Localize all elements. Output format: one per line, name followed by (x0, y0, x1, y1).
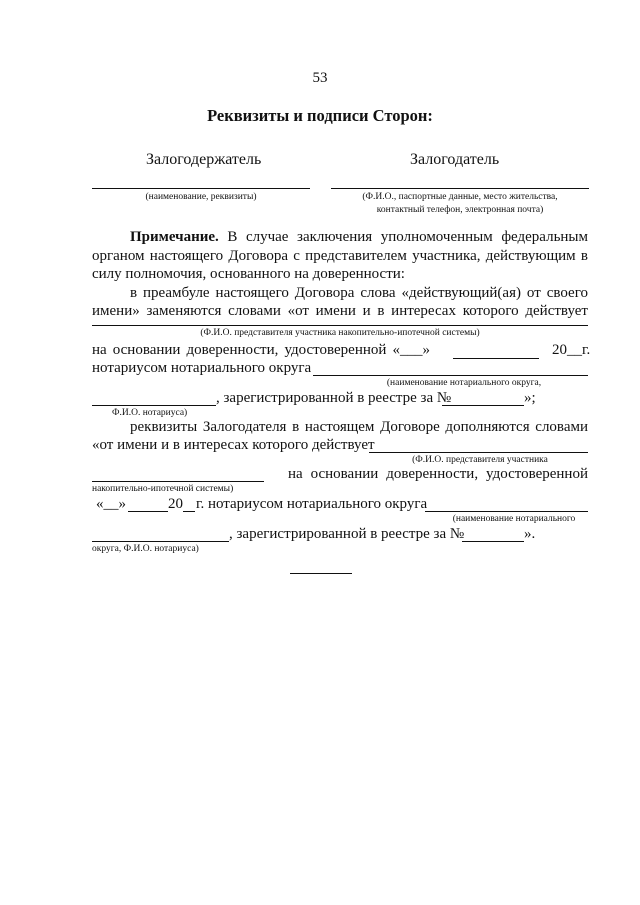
requisites-notary-label: г. нотариусом нотариального округа (196, 496, 428, 512)
requisites-rep-caption-2: накопительно-ипотечной системы) (92, 484, 234, 494)
pledgor-label: Залогодатель (410, 151, 500, 168)
notary-district-caption: (наименование нотариального округа, (386, 378, 542, 388)
poa-line: на основании доверенности, удостоверенной «___» (92, 342, 430, 358)
requisites-registry-end: ». (524, 526, 536, 542)
representative-caption: (Ф.И.О. представителя участника накопительно-ипотечной системы) (200, 328, 480, 338)
pledgor-caption-line1: (Ф.И.О., паспортные данные, место жительства, (362, 192, 558, 202)
note-line-3: силу полномочия, основанного на доверенности: (92, 266, 405, 282)
preamble-line-1: в преамбуле настоящего Договора слова «действующий(ая) от своего (130, 285, 588, 301)
pledgor-caption-line2: контактный телефон, электронная почта) (376, 205, 544, 215)
requisites-month-line (128, 511, 168, 512)
pledgee-label: Залогодержатель (146, 151, 262, 168)
notary-district-line (313, 375, 588, 376)
section-title: Реквизиты и подписи Сторон: (207, 106, 433, 125)
requisites-rep-line (369, 452, 588, 453)
requisites-date-open: «__» (96, 496, 126, 512)
requisites-registry-number-line (462, 541, 524, 542)
registry-label: , зарегистрированной в реестре за № (216, 390, 452, 406)
notary-name-line (92, 405, 216, 406)
poa-year: 20__г. (552, 342, 591, 358)
notary-name-caption: Ф.И.О. нотариуса) (112, 408, 188, 418)
requisites-district-caption: (наименование нотариального (452, 514, 576, 524)
requisites-poa-line: на основании доверенности, удостоверенной (288, 466, 588, 482)
requisites-registry-label: , зарегистрированной в реестре за № (229, 526, 465, 542)
note-line-2: органом настоящего Договора с представителем участника, действующим в (92, 248, 588, 264)
note-line-1: Примечание. В случае заключения уполномоченным федеральным (130, 229, 589, 245)
pledgee-signature-line (92, 188, 310, 189)
requisites-year-line (183, 511, 195, 512)
poa-month-line (453, 358, 539, 359)
page-number: 53 (312, 70, 328, 86)
pledgor-signature-line (331, 188, 589, 189)
representative-name-line (92, 325, 588, 326)
preamble-line-2: имени» заменяются словами «от имени и в интересах которого действует (92, 303, 588, 319)
registry-end: »; (524, 390, 536, 406)
requisites-year: 20 (168, 496, 183, 512)
requisites-district-notary-caption: округа, Ф.И.О. нотариуса) (92, 544, 199, 554)
note-label: Примечание. (130, 229, 219, 245)
registry-number-line (442, 405, 524, 406)
requisites-rep-caption: (Ф.И.О. представителя участника (412, 455, 548, 465)
requisites-line-2: «от имени и в интересах которого действует (92, 437, 375, 453)
requisites-notary-name-line (92, 541, 229, 542)
closing-rule (290, 573, 352, 574)
pledgee-caption: (наименование, реквизиты) (145, 192, 257, 202)
requisites-rep-continue-line (92, 481, 264, 482)
requisites-district-line (425, 511, 588, 512)
requisites-line-1: реквизиты Залогодателя в настоящем Договоре дополняются словами (130, 419, 588, 435)
notary-district-label: нотариусом нотариального округа (92, 360, 312, 376)
